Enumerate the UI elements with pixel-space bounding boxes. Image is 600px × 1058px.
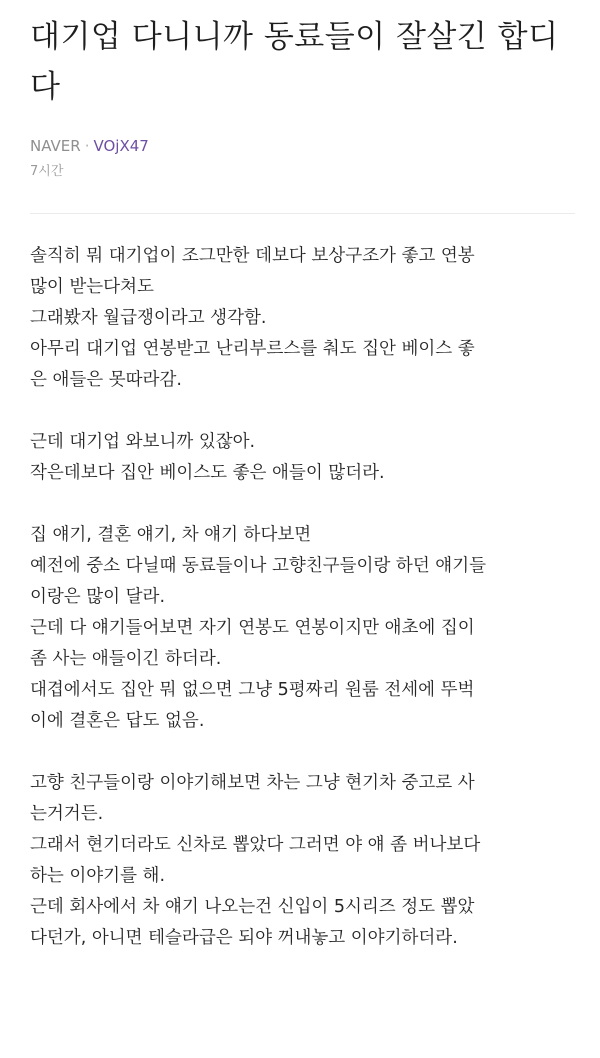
body-line: 이에 결혼은 답도 없음.: [30, 711, 205, 731]
body-line: 작은데보다 집안 베이스도 좋은 애들이 많더라.: [30, 463, 385, 483]
body-line: 고향 친구들이랑 이야기해보면 차는 그냥 현기차 중고로 사: [30, 773, 475, 793]
paragraph-gap: [30, 396, 575, 427]
body-line: 근데 다 얘기들어보면 자기 연봉도 연봉이지만 애초에 집이: [30, 618, 475, 638]
body-line: 근데 회사에서 차 얘기 나오는건 신입이 5시리즈 정도 뽑았: [30, 897, 475, 917]
post-title: [30, 12, 575, 112]
body-line: 아무리 대기업 연봉받고 난리부르스를 춰도 집안 베이스 좋: [30, 339, 475, 359]
post-body: [30, 241, 575, 954]
post-title-line: 다: [30, 69, 61, 105]
paragraph-gap: [30, 737, 575, 768]
body-line: 은 애들은 못따라감.: [30, 370, 182, 390]
post-title-line: 대기업 다니니까 동료들이 잘살긴 합디: [30, 19, 559, 55]
body-line: 근데 대기업 와보니까 있잖아.: [30, 432, 256, 452]
body-line: 좀 사는 애들이긴 하더라.: [30, 649, 222, 669]
body-line: 많이 받는다쳐도: [30, 277, 154, 297]
body-line: 이랑은 많이 달라.: [30, 587, 166, 607]
body-line: 하는 이야기를 해.: [30, 866, 166, 886]
post-meta: [30, 136, 149, 156]
body-line: 다던가, 아니면 테슬라급은 되야 꺼내놓고 이야기하더라.: [30, 928, 458, 948]
divider: [30, 213, 575, 214]
paragraph-gap: [30, 489, 575, 520]
body-line: 집 얘기, 결혼 얘기, 차 얘기 하다보면: [30, 525, 312, 545]
post-timestamp: 7시간: [30, 164, 64, 179]
source-label: NAVER: [30, 137, 81, 155]
body-line: 그래서 현기더라도 신차로 뽑았다 그러면 야 얘 좀 버나보다: [30, 835, 481, 855]
meta-separator: ·: [84, 137, 90, 155]
body-line: 예전에 중소 다닐때 동료들이나 고향친구들이랑 하던 얘기들: [30, 556, 486, 576]
body-line: 대겹에서도 집안 뭐 없으면 그냥 5평짜리 원룸 전세에 뚜벅: [30, 680, 475, 700]
body-line: 솔직히 뭐 대기업이 조그만한 데보다 보상구조가 좋고 연봉: [30, 246, 475, 266]
body-line: 그래봤자 월급쟁이라고 생각함.: [30, 308, 267, 328]
body-line: 는거거든.: [30, 804, 104, 824]
author-link[interactable]: VOjX47: [93, 137, 149, 155]
